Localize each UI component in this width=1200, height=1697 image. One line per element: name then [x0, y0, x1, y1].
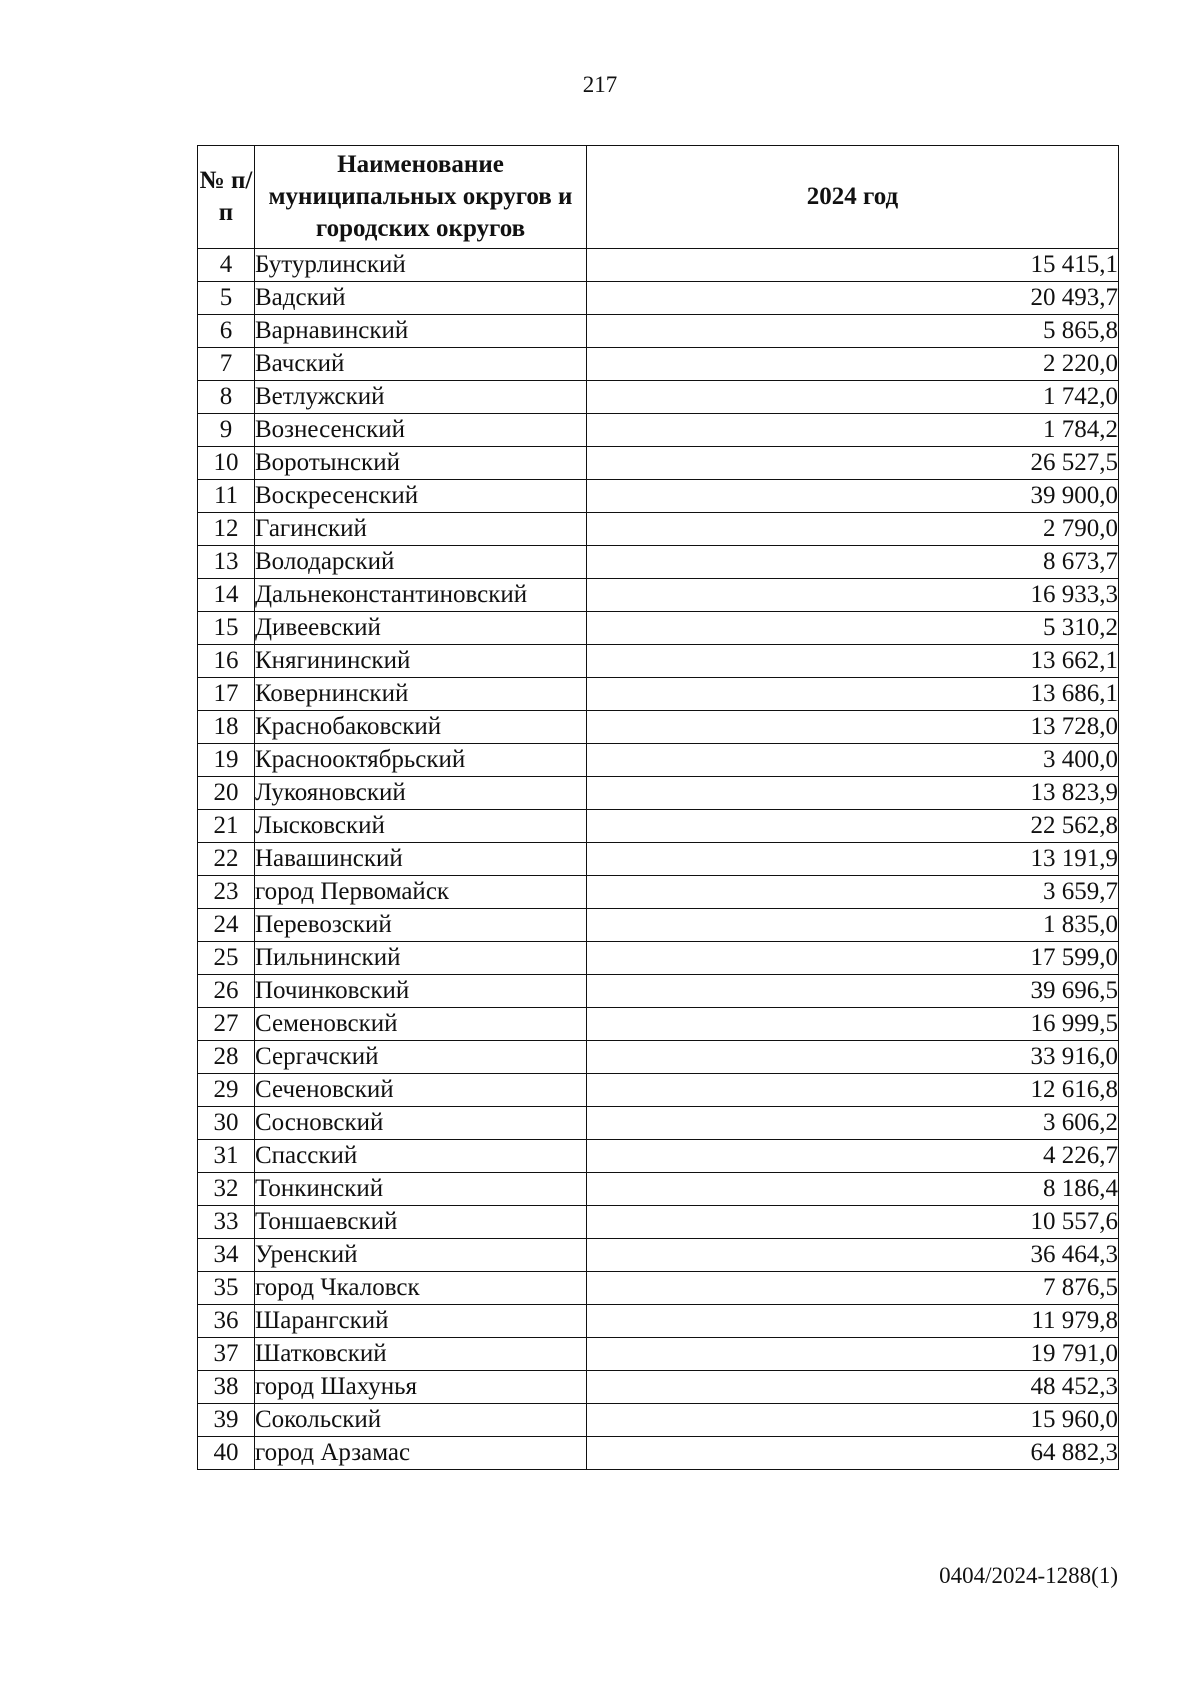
row-number: 6: [198, 315, 255, 348]
row-value: 13 662,1: [587, 645, 1119, 678]
district-name: Сосновский: [255, 1107, 587, 1140]
row-number: 13: [198, 546, 255, 579]
district-name: город Арзамас: [255, 1437, 587, 1470]
table-row: [198, 480, 1119, 513]
row-number: 9: [198, 414, 255, 447]
district-name: Навашинский: [255, 843, 587, 876]
district-name: Вознесенский: [255, 414, 587, 447]
row-number: 18: [198, 711, 255, 744]
table-row: [198, 1140, 1119, 1173]
table-row: [198, 975, 1119, 1008]
row-number: 21: [198, 810, 255, 843]
page-number: 217: [582, 72, 618, 97]
row-number: 24: [198, 909, 255, 942]
district-name: Дивеевский: [255, 612, 587, 645]
district-name: город Первомайск: [255, 876, 587, 909]
row-value: 3 606,2: [587, 1107, 1119, 1140]
row-number: 39: [198, 1404, 255, 1437]
table-row: [198, 579, 1119, 612]
district-name: Воротынский: [255, 447, 587, 480]
table-row: [198, 1371, 1119, 1404]
row-number: 16: [198, 645, 255, 678]
row-value: 7 876,5: [587, 1272, 1119, 1305]
row-number: 26: [198, 975, 255, 1008]
data-table: [197, 145, 1119, 1470]
district-name: Дальнеконстантиновский: [255, 579, 587, 612]
row-value: 33 916,0: [587, 1041, 1119, 1074]
row-value: 16 933,3: [587, 579, 1119, 612]
district-name: Варнавинский: [255, 315, 587, 348]
row-number: 22: [198, 843, 255, 876]
district-name: Починковский: [255, 975, 587, 1008]
row-number: 11: [198, 480, 255, 513]
row-value: 4 226,7: [587, 1140, 1119, 1173]
row-value: 20 493,7: [587, 282, 1119, 315]
district-name: Краснооктябрьский: [255, 744, 587, 777]
row-value: 1 784,2: [587, 414, 1119, 447]
table-row: [198, 1041, 1119, 1074]
table-row: [198, 1338, 1119, 1371]
table-row: [198, 1173, 1119, 1206]
district-name: Княгининский: [255, 645, 587, 678]
table-row: [198, 1437, 1119, 1470]
row-number: 12: [198, 513, 255, 546]
district-name: Вадский: [255, 282, 587, 315]
table-row: [198, 711, 1119, 744]
header-year: 2024 год: [587, 146, 1119, 249]
row-value: 10 557,6: [587, 1206, 1119, 1239]
table-row: [198, 315, 1119, 348]
row-value: 26 527,5: [587, 447, 1119, 480]
row-value: 15 960,0: [587, 1404, 1119, 1437]
document-code: 0404/2024-1288(1): [939, 1563, 1118, 1588]
row-value: 5 310,2: [587, 612, 1119, 645]
row-number: 7: [198, 348, 255, 381]
table-row: [198, 1272, 1119, 1305]
district-name: Сеченовский: [255, 1074, 587, 1107]
row-number: 5: [198, 282, 255, 315]
row-value: 64 882,3: [587, 1437, 1119, 1470]
table-row: [198, 1239, 1119, 1272]
row-value: 22 562,8: [587, 810, 1119, 843]
row-number: 38: [198, 1371, 255, 1404]
row-value: 11 979,8: [587, 1305, 1119, 1338]
row-value: 13 686,1: [587, 678, 1119, 711]
table-row: [198, 1074, 1119, 1107]
header-name: Наименование муниципальных округов и городских округов: [255, 146, 587, 249]
row-number: 34: [198, 1239, 255, 1272]
district-name: Гагинский: [255, 513, 587, 546]
row-value: 2 220,0: [587, 348, 1119, 381]
table-row: [198, 777, 1119, 810]
row-number: 28: [198, 1041, 255, 1074]
district-name: Шарангский: [255, 1305, 587, 1338]
row-number: 8: [198, 381, 255, 414]
district-name: Уренский: [255, 1239, 587, 1272]
row-number: 31: [198, 1140, 255, 1173]
table-row: [198, 744, 1119, 777]
row-value: 39 900,0: [587, 480, 1119, 513]
row-number: 17: [198, 678, 255, 711]
table-row: [198, 348, 1119, 381]
table-row: [198, 678, 1119, 711]
district-name: Лысковский: [255, 810, 587, 843]
district-name: Тоншаевский: [255, 1206, 587, 1239]
table-row: [198, 1206, 1119, 1239]
table-row: [198, 1008, 1119, 1041]
district-name: Пильнинский: [255, 942, 587, 975]
table-row: [198, 282, 1119, 315]
district-name: Воскресенский: [255, 480, 587, 513]
row-value: 3 659,7: [587, 876, 1119, 909]
row-number: 40: [198, 1437, 255, 1470]
table-row: [198, 447, 1119, 480]
row-number: 29: [198, 1074, 255, 1107]
row-value: 1 742,0: [587, 381, 1119, 414]
row-value: 13 728,0: [587, 711, 1119, 744]
table-row: [198, 612, 1119, 645]
district-name: Ветлужский: [255, 381, 587, 414]
row-number: 36: [198, 1305, 255, 1338]
row-value: 39 696,5: [587, 975, 1119, 1008]
table-row: [198, 942, 1119, 975]
district-name: Сергачский: [255, 1041, 587, 1074]
table-row: [198, 546, 1119, 579]
row-value: 17 599,0: [587, 942, 1119, 975]
table-body: [198, 249, 1119, 1470]
table-row: [198, 843, 1119, 876]
district-name: Ковернинский: [255, 678, 587, 711]
table-header-row: [198, 146, 1119, 249]
row-number: 25: [198, 942, 255, 975]
district-name: Спасский: [255, 1140, 587, 1173]
row-number: 10: [198, 447, 255, 480]
row-value: 15 415,1: [587, 249, 1119, 282]
table-row: [198, 1404, 1119, 1437]
row-value: 8 673,7: [587, 546, 1119, 579]
district-name: город Шахунья: [255, 1371, 587, 1404]
row-number: 19: [198, 744, 255, 777]
district-name: Семеновский: [255, 1008, 587, 1041]
table-row: [198, 909, 1119, 942]
row-value: 13 191,9: [587, 843, 1119, 876]
row-number: 30: [198, 1107, 255, 1140]
district-name: Шатковский: [255, 1338, 587, 1371]
row-value: 16 999,5: [587, 1008, 1119, 1041]
row-value: 12 616,8: [587, 1074, 1119, 1107]
table-row: [198, 381, 1119, 414]
table-row: [198, 1107, 1119, 1140]
row-value: 19 791,0: [587, 1338, 1119, 1371]
row-number: 35: [198, 1272, 255, 1305]
district-name: Краснобаковский: [255, 711, 587, 744]
district-name: Сокольский: [255, 1404, 587, 1437]
row-number: 27: [198, 1008, 255, 1041]
district-name: Вачский: [255, 348, 587, 381]
row-number: 33: [198, 1206, 255, 1239]
table-row: [198, 876, 1119, 909]
row-value: 1 835,0: [587, 909, 1119, 942]
row-number: 23: [198, 876, 255, 909]
district-name: Перевозский: [255, 909, 587, 942]
table-row: [198, 513, 1119, 546]
table-row: [198, 810, 1119, 843]
table-row: [198, 645, 1119, 678]
district-name: Тонкинский: [255, 1173, 587, 1206]
district-name: Бутурлинский: [255, 249, 587, 282]
row-value: 3 400,0: [587, 744, 1119, 777]
row-number: 32: [198, 1173, 255, 1206]
row-value: 8 186,4: [587, 1173, 1119, 1206]
district-name: Лукояновский: [255, 777, 587, 810]
table-row: [198, 249, 1119, 282]
row-value: 2 790,0: [587, 513, 1119, 546]
row-value: 5 865,8: [587, 315, 1119, 348]
row-value: 48 452,3: [587, 1371, 1119, 1404]
row-number: 15: [198, 612, 255, 645]
row-value: 36 464,3: [587, 1239, 1119, 1272]
table-row: [198, 1305, 1119, 1338]
table-row: [198, 414, 1119, 447]
row-number: 14: [198, 579, 255, 612]
header-num: № п/п: [198, 146, 255, 249]
row-number: 37: [198, 1338, 255, 1371]
district-name: Володарский: [255, 546, 587, 579]
row-number: 4: [198, 249, 255, 282]
row-value: 13 823,9: [587, 777, 1119, 810]
district-name: город Чкаловск: [255, 1272, 587, 1305]
row-number: 20: [198, 777, 255, 810]
